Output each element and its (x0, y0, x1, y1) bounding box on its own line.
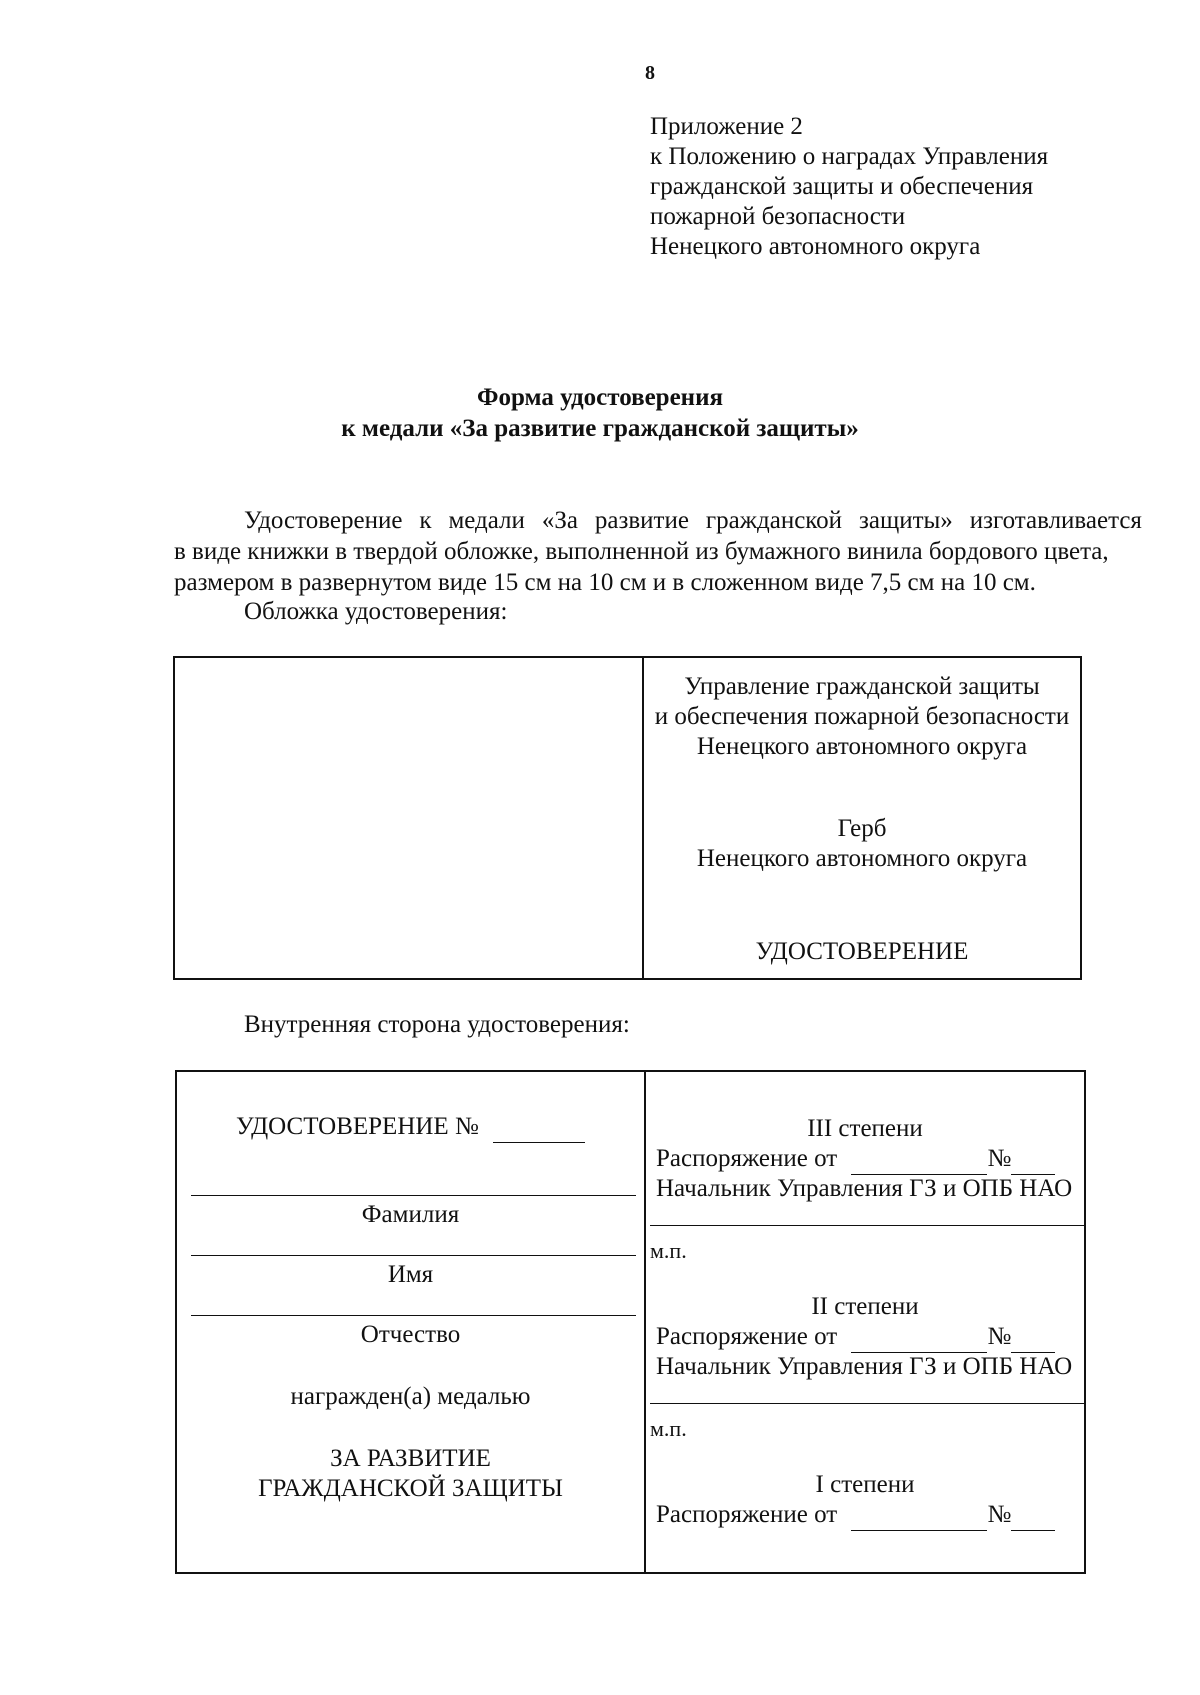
paragraph-line (174, 536, 1142, 567)
chief-title: Начальник Управления ГЗ и ОПБ НАО (656, 1175, 1073, 1202)
chief-title: Начальник Управления ГЗ и ОПБ НАО (656, 1353, 1073, 1380)
agency-name (644, 672, 1080, 762)
name-line (191, 1255, 636, 1256)
appendix-line: гражданской защиты и обеспечения (650, 173, 1034, 200)
cert-number-label: УДОСТОВЕРЕНИЕ № (235, 1113, 479, 1140)
cover-caption: Обложка удостоверения: (244, 598, 508, 625)
cert-number-row (177, 1112, 644, 1143)
agency-line: Ненецкого автономного округа (696, 733, 1028, 760)
degree-title: II степени (811, 1293, 919, 1320)
inner-caption: Внутренняя сторона удостоверения: (244, 1011, 630, 1038)
order-number-blank (1011, 1144, 1055, 1175)
line-text: размером в развернутом виде 15 см на 10 см и в сложенном виде 7,5 см на 10 см. (174, 569, 1036, 596)
word: Удостоверение (244, 507, 403, 534)
title-line: Форма удостоверения (476, 384, 724, 411)
cover-front-side (644, 658, 1080, 978)
order-number-blank (1011, 1500, 1055, 1531)
agency-line: и обеспечения пожарной безопасности (654, 703, 1070, 730)
appendix-line: пожарной безопасности (650, 203, 906, 230)
cover-doc-title: УДОСТОВЕРЕНИЕ (755, 938, 969, 965)
cert-number-blank (493, 1112, 585, 1143)
order-row (656, 1144, 1055, 1175)
surname-line (191, 1195, 636, 1196)
word: развитие (594, 507, 689, 534)
medal-name-line: ГРАЖДАНСКОЙ ЗАЩИТЫ (258, 1475, 563, 1502)
number-sign: № (987, 1145, 1012, 1172)
word: «За (541, 507, 578, 534)
order-label: Распоряжение от (656, 1501, 838, 1528)
patronymic-label: Отчество (360, 1321, 461, 1348)
appendix-line: к Положению о наградах Управления (650, 143, 1049, 170)
order-label: Распоряжение от (656, 1323, 838, 1350)
appendix-header (650, 112, 1048, 262)
word: медали (448, 507, 525, 534)
paragraph-line (174, 567, 1142, 598)
name-label: Имя (387, 1261, 434, 1288)
crest-placeholder (644, 814, 1080, 874)
order-row (656, 1500, 1055, 1531)
patronymic-line (191, 1315, 636, 1316)
cover-form (173, 656, 1082, 980)
description-paragraph (174, 505, 1142, 598)
order-label: Распоряжение от (656, 1145, 838, 1172)
crest-line: Герб (837, 815, 887, 842)
title-line: к медали «За развитие гражданской защиты» (341, 415, 859, 442)
number-sign: № (987, 1501, 1012, 1528)
word: гражданской (705, 507, 843, 534)
medal-name-line: ЗА РАЗВИТИЕ (330, 1445, 491, 1472)
signature-line (650, 1225, 1084, 1226)
agency-line: Управление гражданской защиты (684, 673, 1040, 700)
degree-title: I степени (815, 1471, 915, 1498)
appendix-line: Приложение 2 (650, 113, 803, 140)
line-text: в виде книжки в твердой обложке, выполненной из бумажного винила бордового цвета, (174, 538, 1109, 565)
order-row (656, 1322, 1055, 1353)
crest-line: Ненецкого автономного округа (696, 845, 1028, 872)
awarded-text: награжден(а) медалью (290, 1383, 531, 1410)
word: защиты» (858, 507, 953, 534)
surname-label: Фамилия (361, 1201, 460, 1228)
inner-right-page (646, 1072, 1084, 1572)
inner-form (175, 1070, 1086, 1574)
order-date-blank (851, 1322, 987, 1353)
page-number: 8 (645, 62, 655, 84)
word: изготавливается (969, 507, 1142, 534)
stamp-mark: м.п. (650, 1238, 687, 1263)
inner-left-page (177, 1072, 644, 1572)
order-number-blank (1011, 1322, 1055, 1353)
document-title (0, 382, 1200, 444)
signature-line (650, 1403, 1084, 1404)
order-date-blank (851, 1144, 987, 1175)
degree-title: III степени (807, 1115, 923, 1142)
paragraph-line (174, 505, 1142, 536)
number-sign: № (987, 1323, 1012, 1350)
appendix-line: Ненецкого автономного округа (650, 233, 981, 260)
stamp-mark: м.п. (650, 1416, 687, 1441)
order-date-blank (851, 1500, 987, 1531)
word: к (419, 507, 432, 534)
